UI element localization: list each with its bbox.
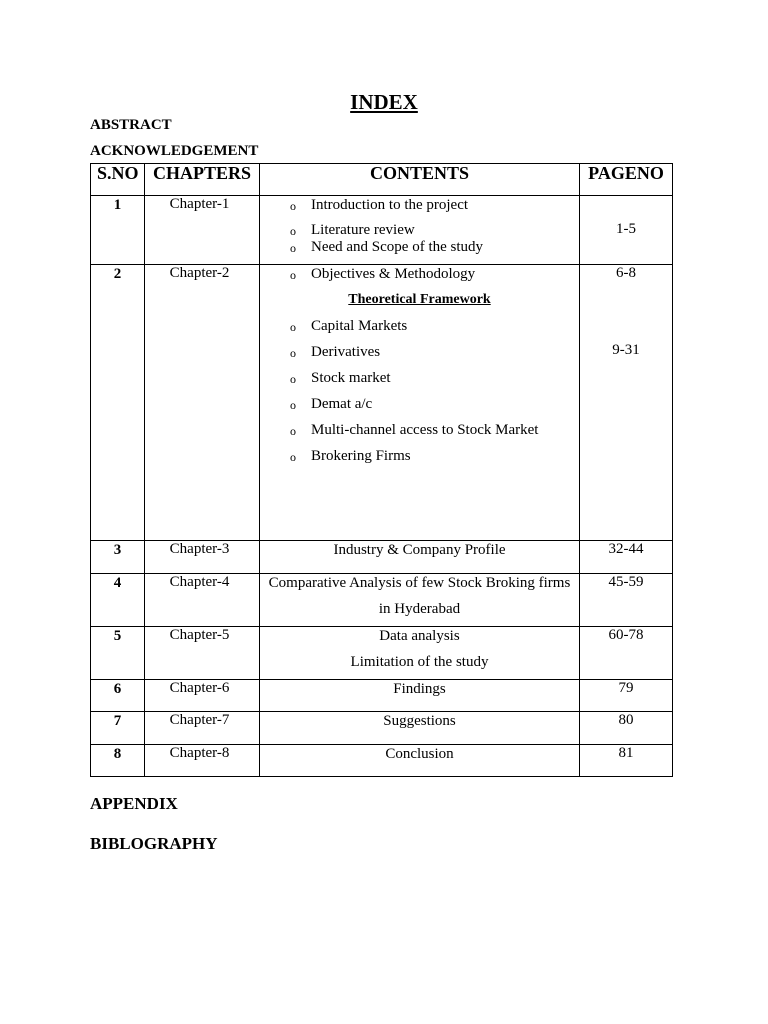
chapter-cell: Chapter-2 bbox=[145, 265, 260, 541]
page-cell: 32-44 bbox=[580, 541, 673, 574]
appendix-heading: APPENDIX bbox=[90, 794, 178, 813]
sno-cell: 2 bbox=[91, 265, 145, 541]
chapter-cell: Chapter-3 bbox=[145, 541, 260, 574]
table-row bbox=[91, 265, 673, 541]
chapter-cell: Chapter-4 bbox=[145, 574, 260, 627]
page-cell: 6-8 9-31 bbox=[580, 265, 673, 541]
contents-cell: Industry & Company Profile bbox=[260, 541, 580, 574]
list-item: o Introduction to the project bbox=[260, 196, 579, 214]
bibliography-heading: BIBLOGRAPHY bbox=[90, 834, 218, 853]
list-item: o Objectives & Methodology bbox=[260, 265, 579, 283]
sno-cell: 7 bbox=[91, 712, 145, 745]
list-item: o Literature review bbox=[260, 221, 579, 239]
section-subheading: Theoretical Framework bbox=[348, 292, 491, 307]
page-title: INDEX bbox=[350, 90, 418, 114]
sno-cell: 6 bbox=[91, 680, 145, 712]
header-contents: CONTENTS bbox=[260, 164, 580, 196]
list-item: o Demat a/c bbox=[260, 395, 579, 413]
page-cell: 80 bbox=[580, 712, 673, 745]
page-cell: 79 bbox=[580, 680, 673, 712]
table-row bbox=[91, 745, 673, 777]
contents-cell bbox=[260, 196, 580, 265]
sno-cell: 4 bbox=[91, 574, 145, 627]
chapter-cell: Chapter-8 bbox=[145, 745, 260, 777]
list-item: o Multi-channel access to Stock Market bbox=[260, 421, 579, 439]
table-row bbox=[91, 680, 673, 712]
list-item: o Capital Markets bbox=[260, 317, 579, 335]
chapter-cell: Chapter-6 bbox=[145, 680, 260, 712]
chapter-cell: Chapter-7 bbox=[145, 712, 260, 745]
contents-cell: Comparative Analysis of few Stock Broking firms in Hyderabad bbox=[260, 574, 580, 627]
table-row bbox=[91, 541, 673, 574]
table-row bbox=[91, 712, 673, 745]
chapter-cell: Chapter-5 bbox=[145, 627, 260, 680]
list-item: o Stock market bbox=[260, 369, 579, 387]
list-item: o Derivatives bbox=[260, 343, 579, 361]
chapter-cell: Chapter-1 bbox=[145, 196, 260, 265]
contents-cell: Data analysis Limitation of the study bbox=[260, 627, 580, 680]
page-cell: 45-59 bbox=[580, 574, 673, 627]
page-cell: 81 bbox=[580, 745, 673, 777]
sno-cell: 3 bbox=[91, 541, 145, 574]
header-sno: S.NO bbox=[91, 164, 145, 196]
sno-cell: 5 bbox=[91, 627, 145, 680]
table-row bbox=[91, 627, 673, 680]
contents-cell: Suggestions bbox=[260, 712, 580, 745]
page-cell: 1-5 bbox=[580, 196, 673, 265]
acknowledgement-heading: ACKNOWLEDGEMENT bbox=[90, 143, 259, 159]
list-item: o Need and Scope of the study bbox=[260, 238, 579, 256]
sno-cell: 1 bbox=[91, 196, 145, 265]
table-row bbox=[91, 574, 673, 627]
header-chapters: CHAPTERS bbox=[145, 164, 260, 196]
table-header-row bbox=[91, 164, 673, 196]
page-cell: 60-78 bbox=[580, 627, 673, 680]
table-row bbox=[91, 196, 673, 265]
header-pageno: PAGENO bbox=[580, 164, 673, 196]
index-table bbox=[90, 163, 673, 777]
sno-cell: 8 bbox=[91, 745, 145, 777]
contents-cell: Findings bbox=[260, 680, 580, 712]
list-item: o Brokering Firms bbox=[260, 447, 579, 465]
abstract-heading: ABSTRACT bbox=[90, 117, 172, 133]
contents-cell bbox=[260, 265, 580, 541]
contents-cell: Conclusion bbox=[260, 745, 580, 777]
